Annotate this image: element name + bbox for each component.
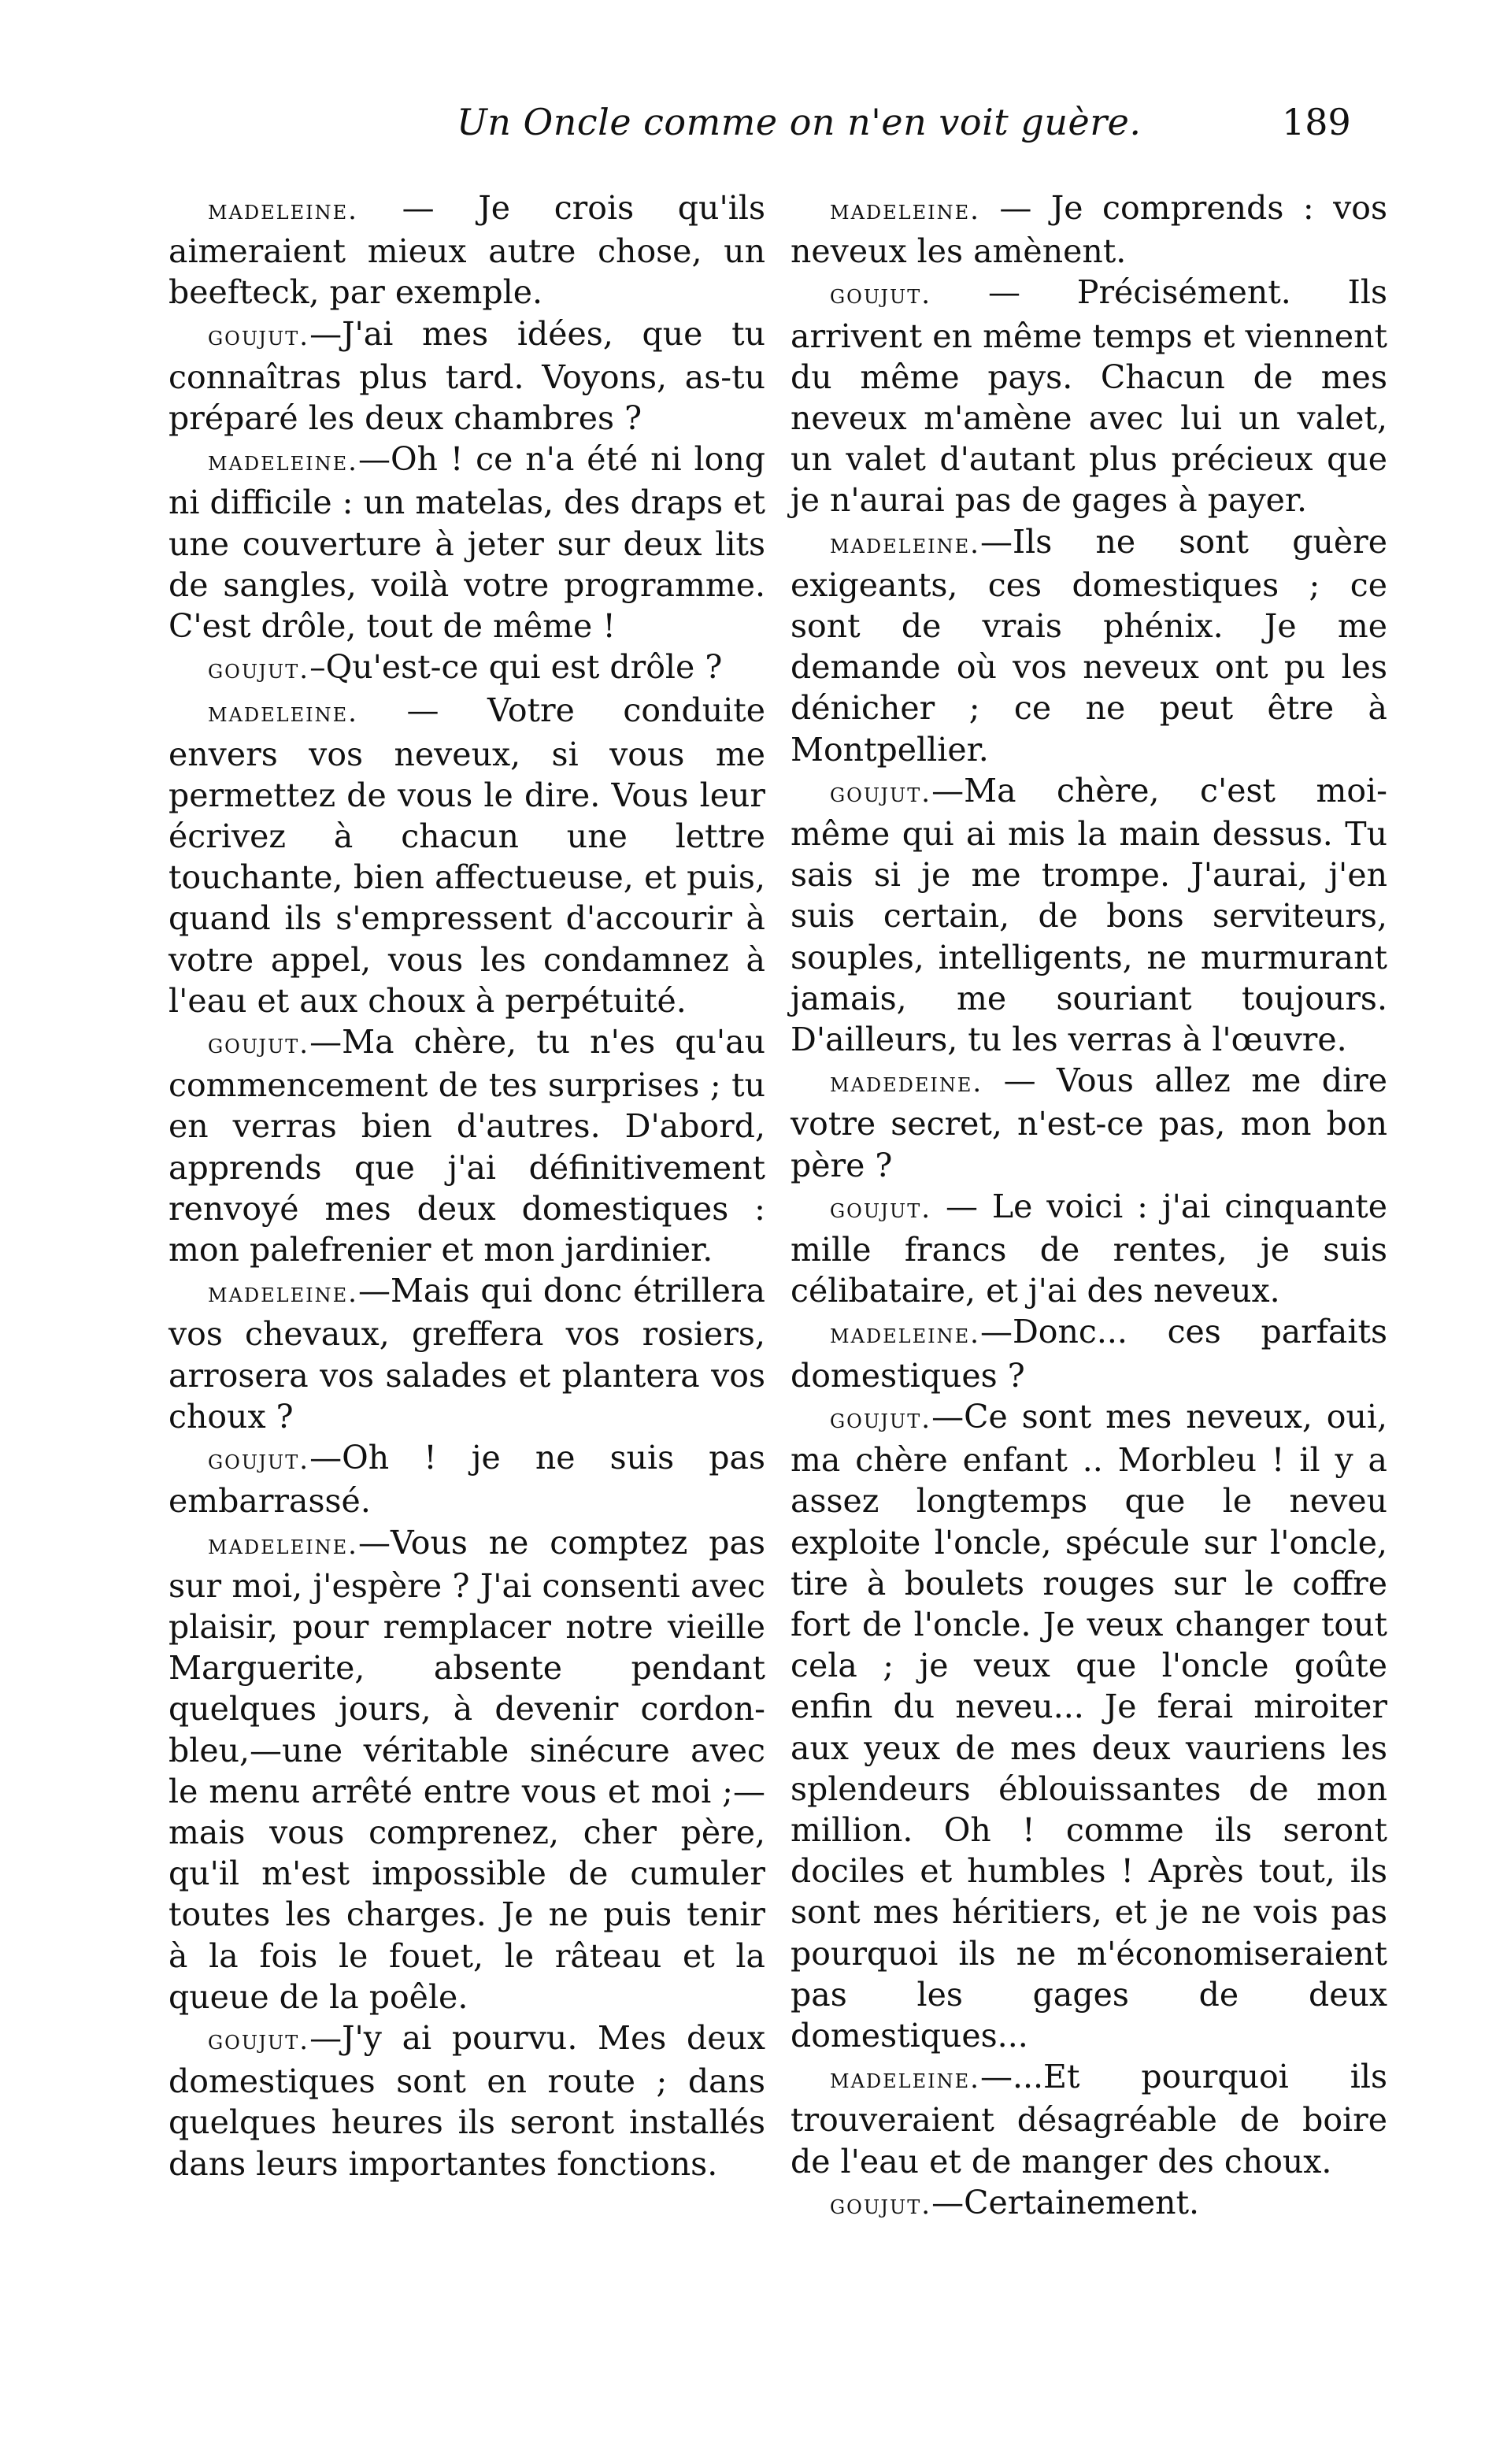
dialogue-paragraph: [791, 770, 1387, 1060]
dialogue-paragraph: [168, 1522, 765, 2018]
dialogue-text: —Ma chère, c'est moi-même qui ai mis la main dessus. Tu sais si je me trompe. J'aurai, j'en suis certain, de bons serviteurs, souples, intelligents, ne murmurant jamais, me souriant toujours. D'ailleurs, tu les verras à l'œuvre.: [791, 771, 1387, 1059]
speaker-name: goujut.: [208, 1444, 310, 1477]
page-number: 189: [1282, 101, 1351, 143]
dialogue-paragraph: [791, 1311, 1387, 1395]
dialogue-paragraph: [168, 187, 765, 313]
speaker-name: goujut.: [830, 1192, 932, 1225]
left-column: [168, 187, 765, 2184]
dialogue-paragraph: [791, 2182, 1387, 2225]
dialogue-paragraph: [168, 647, 765, 690]
speaker-name: madeleine.: [208, 195, 358, 226]
speaker-name: madeleine.: [830, 1318, 980, 1351]
speaker-name: goujut.: [208, 320, 310, 352]
speaker-name: goujut.: [208, 1028, 310, 1061]
dialogue-paragraph: [168, 313, 765, 439]
dialogue-text: — Je comprends : vos neveux les amènent.: [791, 189, 1387, 271]
dialogue-paragraph: [791, 187, 1387, 272]
dialogue-text: — Je crois qu'ils aimeraient mieux autre chose, un beefteck, par exemple.: [168, 189, 765, 312]
dialogue-text: —Mais qui donc étrillera vos chevaux, greffera vos rosiers, arrosera vos salades et plantera vos choux ?: [168, 1272, 765, 1436]
dialogue-text: —J'y ai pourvu. Mes deux domestiques sont en route ; dans quelques heures ils seront installés dans leurs importantes fonctions.: [168, 2018, 765, 2183]
dialogue-paragraph: [168, 1270, 765, 1437]
dialogue-paragraph: [168, 2018, 765, 2184]
dialogue-text: —Ce sont mes neveux, oui, ma chère enfant .. Morbleu ! il y a assez longtemps que le neveu exploite l'oncle, spécule sur l'oncle, tire à boulets rouges sur le coffre fort de l'oncle. Je veux changer tout cela ; je veux que l'oncle goûte enfin du neveu... Je ferai miroiter aux yeux de mes deux vauriens les splendeurs éblouissantes de mon million. Oh ! comme ils seront dociles et humbles ! Après tout, ils sont mes héritiers, et je ne vois pas pourquoi ils ne m'économiseraient pas les gages de deux domestiques...: [791, 1397, 1387, 2055]
speaker-name: madeleine.: [208, 1277, 358, 1310]
dialogue-text: — Votre conduite envers vos neveux, si vous me permettez de vous le dire. Vous leur écrivez à chacun une lettre touchante, bien affectueuse, et puis, quand ils s'empressent d'accourir à votre appel, vous les condamnez à l'eau et aux choux à perpétuité.: [168, 691, 765, 1020]
dialogue-text: —Donc... ces parfaits domestiques ?: [791, 1313, 1387, 1395]
dialogue-text: —Ils ne sont guère exigeants, ces domestiques ; ce sont de vrais phénix. Je me demande où vos neveux ont pu les dénicher ; ce ne peut être à Montpellier.: [791, 522, 1387, 769]
speaker-name: goujut.: [830, 279, 932, 311]
dialogue-paragraph: [168, 1437, 765, 1521]
dialogue-text: — Le voici : j'ai cinquante mille francs de rentes, je suis célibataire, et j'ai des neveux.: [791, 1187, 1387, 1310]
dialogue-text: —Vous ne comptez pas sur moi, j'espère ? J'ai consenti avec plaisir, pour remplacer notre vieille Marguerite, absente pendant quelques jours, à devenir cordon-bleu,—une véritable sinécure avec le menu arrêté entre vous et moi ;—mais vous comprenez, cher père, qu'il m'est impossible de cumuler toutes les charges. Je ne puis tenir à la fois le fouet, le râteau et la queue de la poêle.: [168, 1523, 765, 2016]
speaker-name: goujut.: [830, 2188, 932, 2221]
dialogue-paragraph: [791, 521, 1387, 770]
dialogue-text: —J'ai mes idées, que tu connaîtras plus tard. Voyons, as-tu préparé les deux chambres ?: [168, 314, 765, 438]
speaker-name: madeleine.: [830, 195, 980, 226]
dialogue-text: —...Et pourquoi ils trouveraient désagréable de boire de l'eau et de manger des choux.: [791, 2058, 1387, 2181]
dialogue-text: —Ma chère, tu n'es qu'au commencement de tes surprises ; tu en verras bien d'autres. D'abord, apprends que j'ai définitivement renvoyé mes deux domestiques : mon palefrenier et mon jardinier.: [168, 1023, 765, 1269]
speaker-name: madeleine.: [830, 2063, 980, 2095]
dialogue-text: —Oh ! je ne suis pas embarrassé.: [168, 1439, 765, 1521]
speaker-name: madeleine.: [830, 528, 980, 560]
dialogue-text: –Qu'est-ce qui est drôle ?: [309, 648, 723, 687]
right-column: [791, 187, 1387, 2225]
dialogue-paragraph: [791, 1060, 1387, 1186]
speaker-name: goujut.: [830, 1402, 932, 1435]
dialogue-paragraph: [168, 690, 765, 1021]
dialogue-paragraph: [791, 272, 1387, 521]
dialogue-paragraph: [791, 1396, 1387, 2056]
dialogue-paragraph: [791, 2056, 1387, 2182]
running-title: Un Oncle comme on n'en voit guère.: [457, 101, 1142, 143]
running-header: [0, 101, 1507, 156]
speaker-name: madedeine.: [830, 1067, 983, 1099]
speaker-name: madeleine.: [208, 697, 358, 729]
speaker-name: madeleine.: [208, 446, 358, 478]
dialogue-text: —Certainement.: [931, 2183, 1200, 2221]
dialogue-paragraph: [168, 1021, 765, 1270]
dialogue-paragraph: [791, 1186, 1387, 1312]
dialogue-text: —Oh ! ce n'a été ni long ni difficile : un matelas, des draps et une couverture à jeter sur deux lits de sangles, voilà votre programme. C'est drôle, tout de même !: [168, 440, 765, 646]
speaker-name: madeleine.: [208, 1528, 358, 1561]
speaker-name: goujut.: [208, 2024, 310, 2056]
dialogue-paragraph: [168, 439, 765, 647]
dialogue-text: — Précisément. Ils arrivent en même temps et viennent du même pays. Chacun de mes neveux m'amène avec lui un valet, un valet d'autant plus précieux que je n'aurai pas de gages à payer.: [791, 273, 1387, 520]
speaker-name: goujut.: [830, 776, 932, 809]
dialogue-text: — Vous allez me dire votre secret, n'est-ce pas, mon bon père ?: [791, 1062, 1387, 1184]
speaker-name: goujut.: [208, 654, 310, 686]
